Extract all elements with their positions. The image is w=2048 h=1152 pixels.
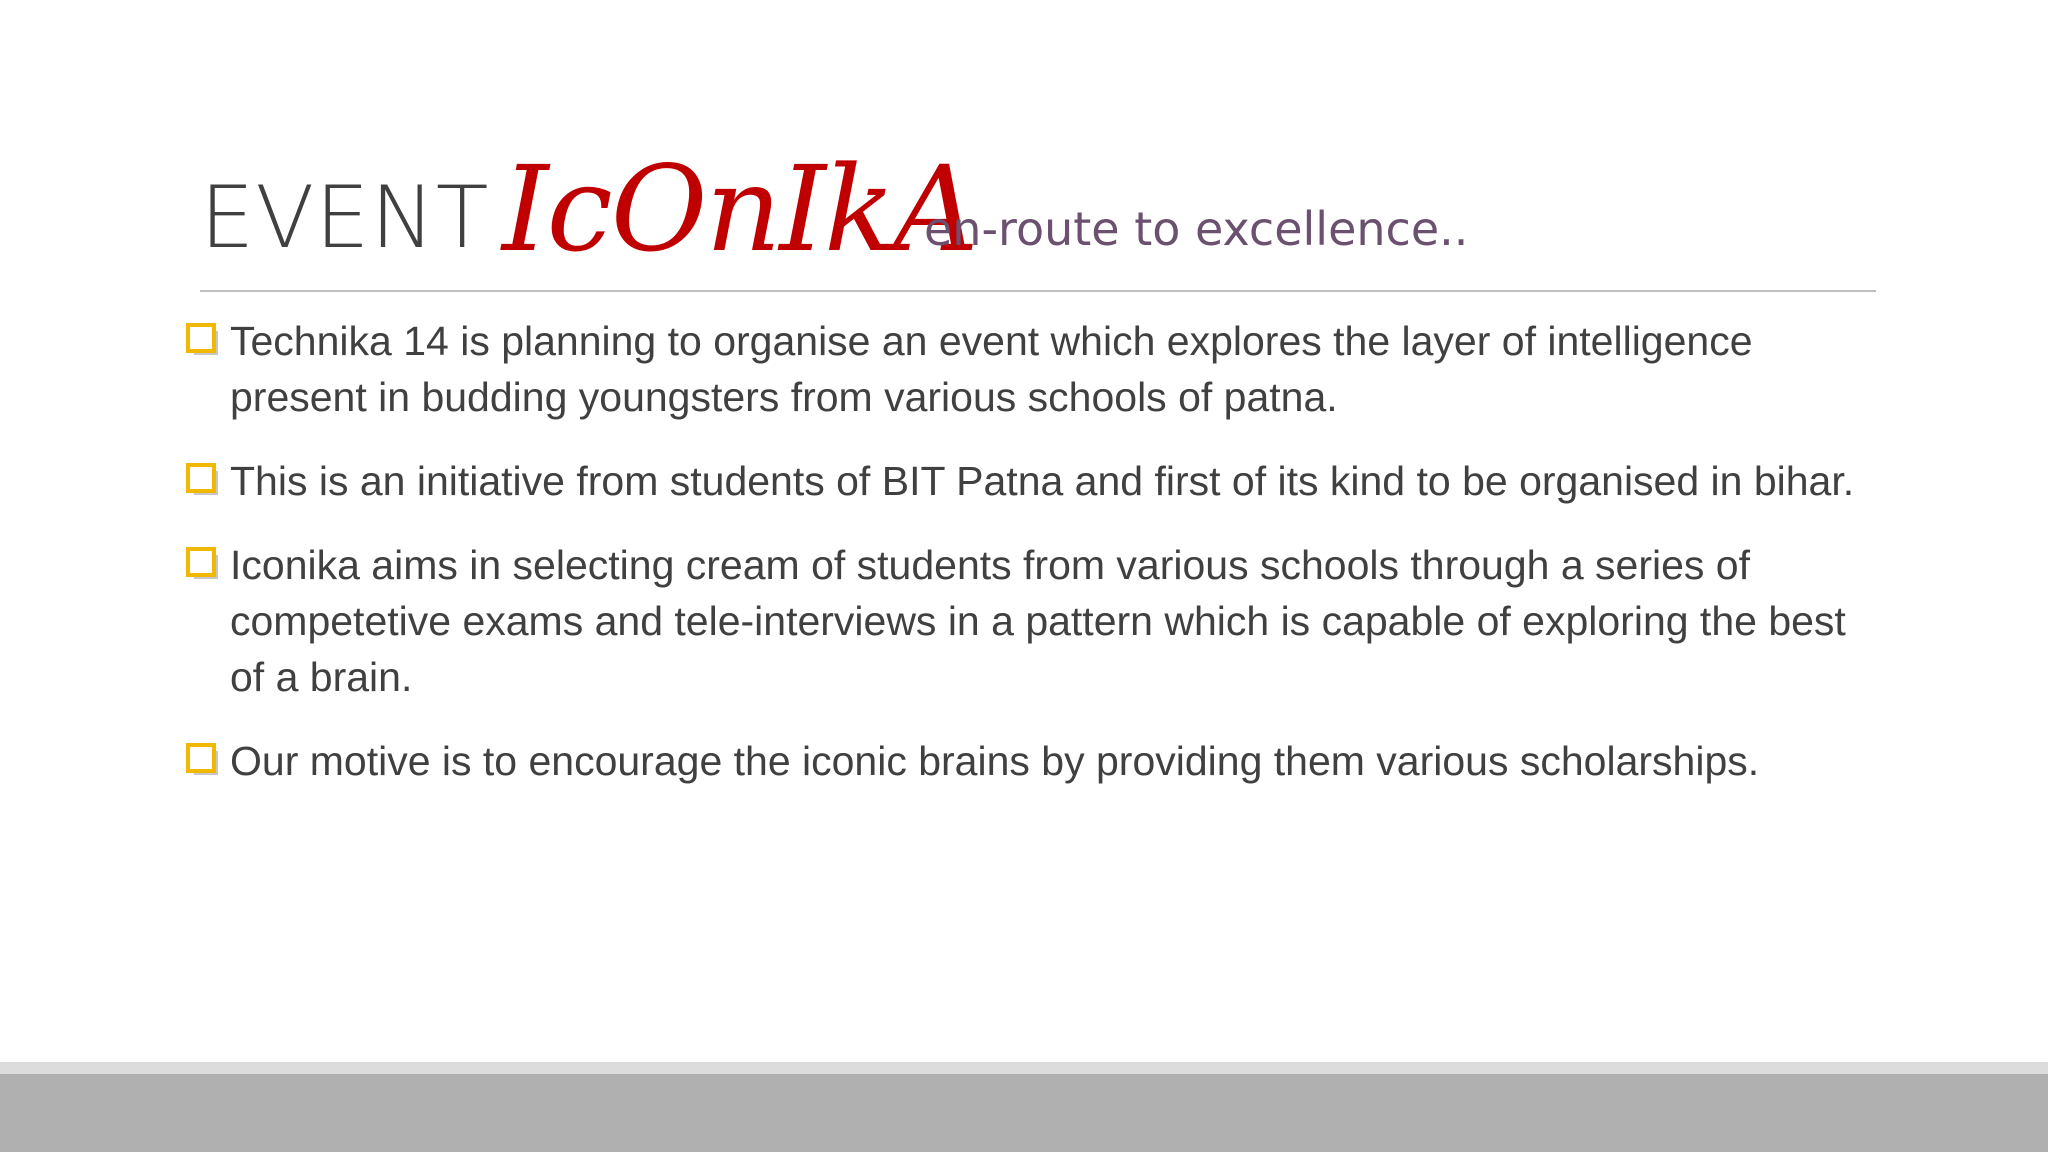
bullet-text: This is an initiative from students of BIT Patna and first of its kind to be organised in bihar. bbox=[230, 458, 1855, 504]
title-brand: IcOnIkA bbox=[502, 140, 977, 278]
bullet-text: Our motive is to encourage the iconic brains by providing them various scholarships. bbox=[230, 738, 1760, 784]
bullet-text: Iconika aims in selecting cream of students from various schools through a series of competetive exams and tele-interviews in a pattern which is capable of exploring the best of a brain. bbox=[230, 542, 1846, 700]
bullet-item bbox=[186, 733, 1856, 789]
bullet-item bbox=[186, 537, 1856, 705]
hollow-square-icon bbox=[186, 547, 220, 581]
title-prefix: EVENT bbox=[200, 168, 490, 268]
bullet-list bbox=[186, 313, 1856, 817]
bullet-item bbox=[186, 453, 1856, 509]
hollow-square-icon bbox=[186, 323, 220, 357]
hollow-square-icon bbox=[186, 463, 220, 497]
bullet-item bbox=[186, 313, 1856, 425]
slide-title bbox=[200, 140, 1880, 278]
title-divider bbox=[200, 290, 1876, 292]
bullet-text: Technika 14 is planning to organise an event which explores the layer of intelligence present in budding youngsters from various schools of patna. bbox=[230, 318, 1753, 420]
title-tagline: en-route to excellence.. bbox=[924, 202, 1469, 256]
footer-highlight-strip bbox=[0, 1062, 2048, 1074]
footer-band bbox=[0, 1074, 2048, 1152]
hollow-square-icon bbox=[186, 743, 220, 777]
